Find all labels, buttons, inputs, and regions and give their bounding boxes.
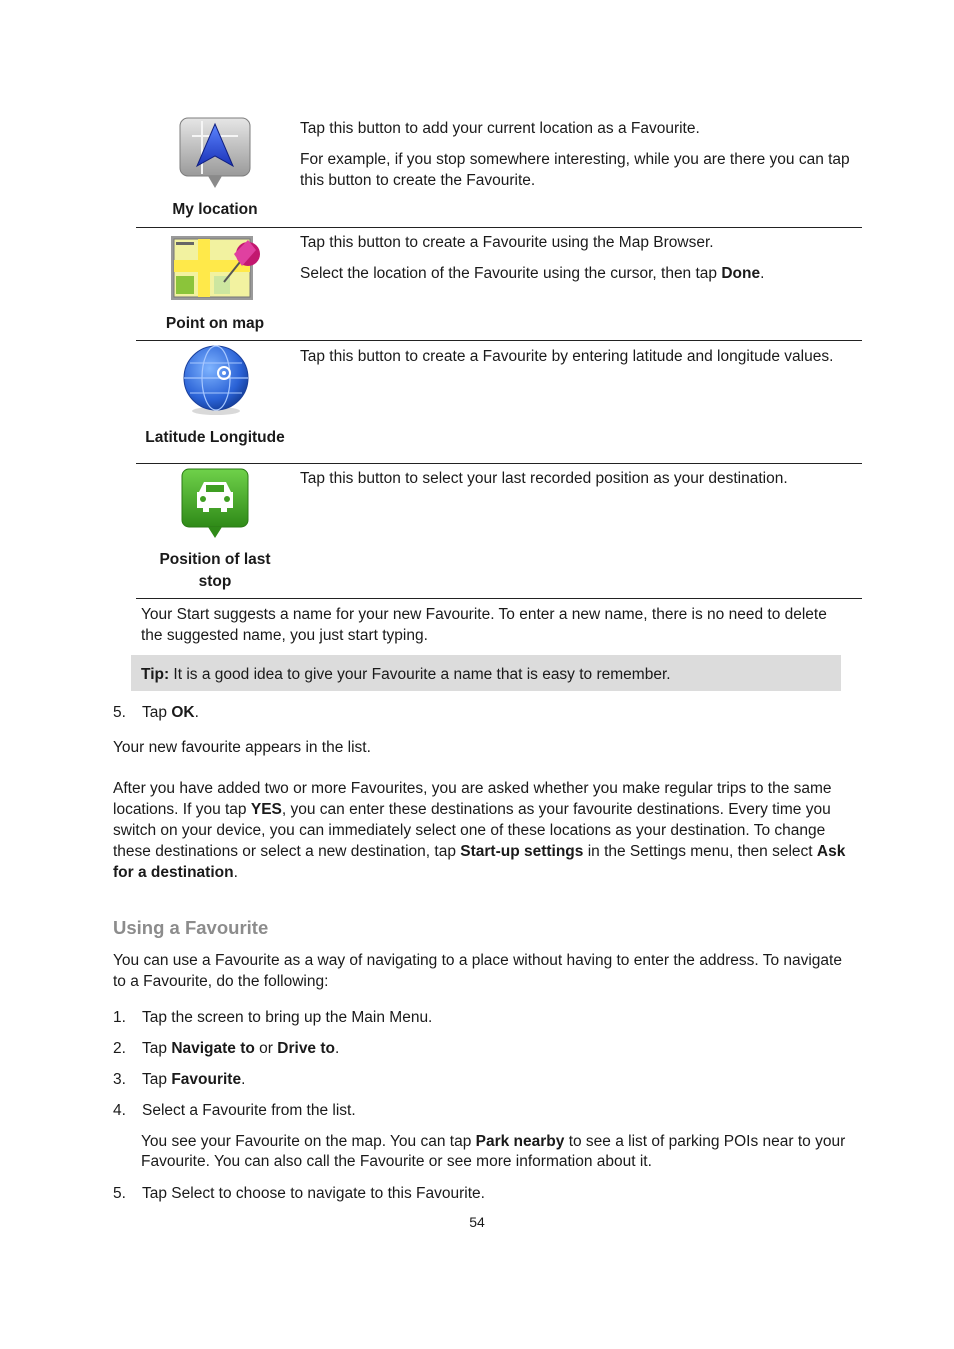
globe-icon[interactable] — [180, 343, 252, 417]
desc-paragraph: For example, if you stop somewhere interesting, while you are there you can tap this button to create the Favourite. — [300, 151, 850, 189]
desc-paragraph: Tap this button to select your last recorded position as your destination. — [300, 470, 788, 487]
page-number: 54 — [469, 1214, 485, 1230]
step-text: Tap the screen to bring up the Main Menu. — [142, 1009, 433, 1026]
intro-paragraph: You can use a Favourite as a way of navigating to a place without having to enter the address. To navigate to a Favourite, do the following: — [113, 952, 842, 990]
desc-paragraph: Tap this button to add your current location as a Favourite. — [300, 120, 700, 137]
tip-text: Tip: It is a good idea to give your Favourite a name that is easy to remember. — [141, 666, 671, 683]
table-divider — [136, 598, 862, 599]
step-text: Tap Favourite. — [142, 1071, 246, 1088]
step-note: You see your Favourite on the map. You can tap Park nearby to see a list of parking POIs near to your Favourite. You can also call the Favourite or see more information about it. — [141, 1133, 846, 1170]
row-label-position-of-last-stop: Position of last stop — [159, 551, 271, 590]
desc-paragraph: Tap this button to create a Favourite using the Map Browser. — [300, 234, 714, 251]
row-label-latitude-longitude: Latitude Longitude — [145, 429, 285, 446]
favourite-appears-text: Your new favourite appears in the list. — [113, 739, 371, 756]
step-tap-ok: Tap OK. — [142, 704, 199, 721]
step-number: 5. — [113, 1185, 126, 1202]
table-divider — [136, 340, 862, 341]
row-desc-position-of-last-stop — [300, 468, 850, 499]
step-number: 5. — [113, 704, 126, 721]
row-desc-my-location — [300, 118, 850, 201]
step-text: Tap Navigate to or Drive to. — [142, 1040, 340, 1057]
point-on-map-icon[interactable] — [168, 232, 268, 304]
row-label-point-on-map: Point on map — [165, 315, 265, 332]
desc-paragraph: Tap this button to create a Favourite by entering latitude and longitude values. — [300, 348, 834, 365]
step-number: 4. — [113, 1102, 126, 1119]
row-desc-point-on-map — [300, 232, 850, 294]
step-number: 2. — [113, 1040, 126, 1057]
section-heading: Using a Favourite — [113, 917, 269, 938]
step-number: 1. — [113, 1009, 126, 1026]
row-label-my-location: My location — [172, 201, 258, 218]
regular-trips-paragraph: After you have added two or more Favourites, you are asked whether you make regular trips to the same locations. If you tap YES, you can enter these destinations as your favourite destinations. Every time you switch on your device, you can immediately select one of these locations as your destination. To change these destinations or select a new destination, tap Start-up settings in the Settings menu, then select Ask for a destination. — [113, 780, 846, 881]
step-text: Tap Select to choose to navigate to this Favourite. — [142, 1185, 485, 1202]
table-divider — [136, 227, 862, 228]
step-number: 3. — [113, 1071, 126, 1088]
table-divider — [136, 463, 862, 464]
car-stop-icon[interactable] — [179, 466, 253, 540]
name-suggestion-paragraph: Your Start suggests a name for your new Favourite. To enter a new name, there is no need to delete the suggested name, you just start typing. — [141, 606, 827, 644]
desc-paragraph: Select the location of the Favourite using the cursor, then tap Done. — [300, 265, 765, 282]
my-location-icon[interactable] — [178, 116, 254, 190]
step-text: Select a Favourite from the list. — [142, 1102, 356, 1119]
row-desc-latitude-longitude — [300, 346, 850, 377]
